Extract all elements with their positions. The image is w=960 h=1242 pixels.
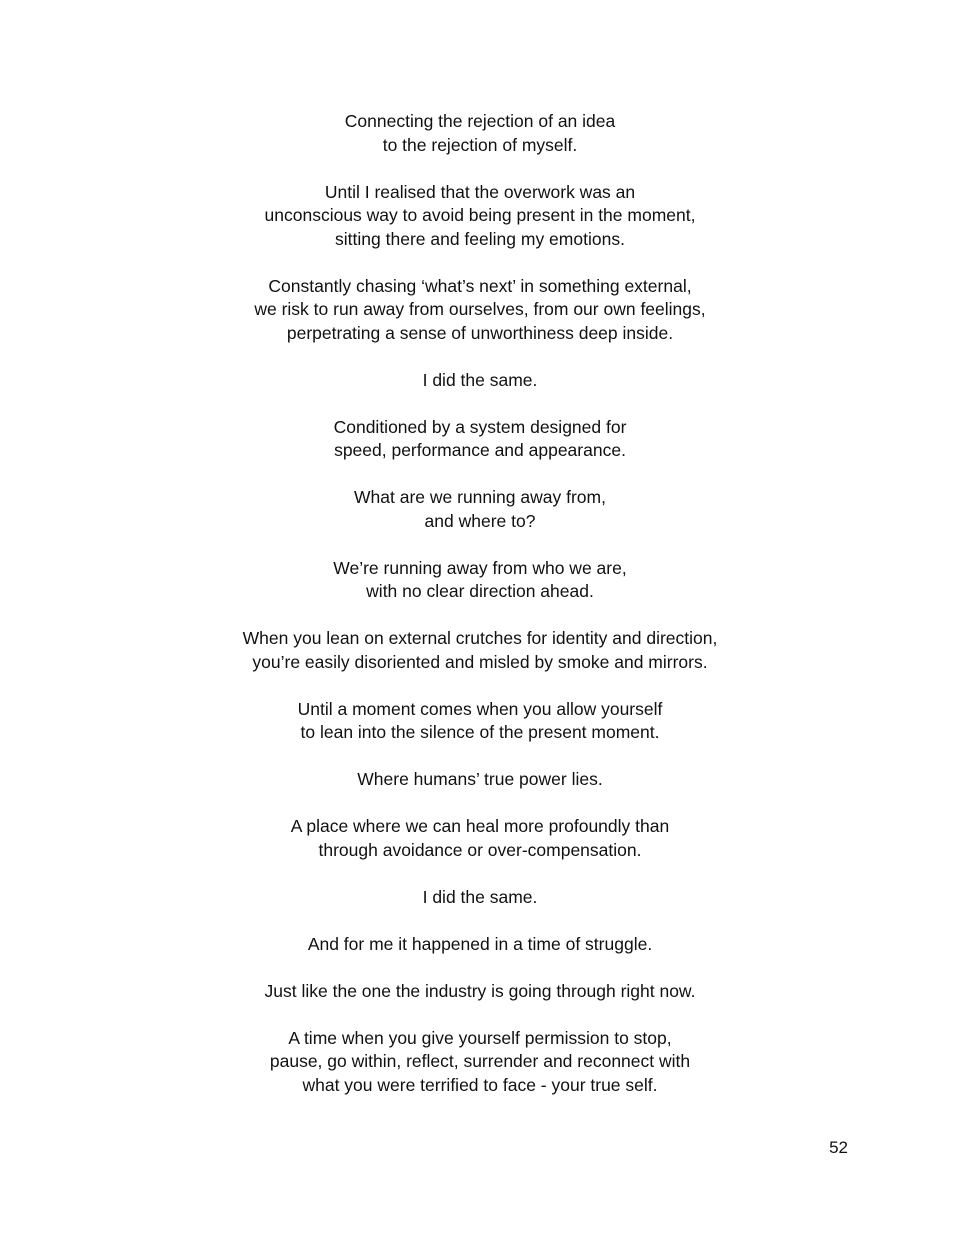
poem-line: you’re easily disoriented and misled by smoke and mirrors.: [252, 651, 708, 672]
poem-line: A time when you give yourself permission to stop,: [288, 1027, 672, 1048]
poem-line: and where to?: [424, 510, 536, 531]
stanza: [0, 933, 960, 957]
poem-line: unconscious way to avoid being present in the moment,: [264, 205, 696, 225]
poem-line: Until a moment comes when you allow yourself: [297, 698, 663, 719]
stanza: [0, 886, 960, 910]
poem-line: Just like the one the industry is going through right now.: [264, 980, 696, 1001]
poem-line: We’re running away from who we are,: [333, 557, 627, 578]
poem-line: speed, performance and appearance.: [334, 440, 626, 460]
poem-body: [0, 110, 960, 1121]
stanza: [0, 275, 960, 346]
stanza: [0, 110, 960, 157]
stanza: [0, 980, 960, 1004]
stanza: [0, 627, 960, 674]
poem-line: Where humans’ true power lies.: [357, 769, 603, 789]
poem-line: Connecting the rejection of an idea: [344, 111, 616, 131]
poem-line: What are we running away from,: [354, 487, 606, 507]
stanza: [0, 1027, 960, 1098]
stanza: [0, 698, 960, 745]
poem-line: with no clear direction ahead.: [366, 581, 594, 601]
stanza: [0, 815, 960, 862]
poem-line: I did the same.: [422, 886, 538, 907]
poem-line: to lean into the silence of the present moment.: [300, 722, 660, 742]
poem-line: what you were terrified to face - your true self.: [302, 1074, 658, 1095]
poem-line: When you lean on external crutches for identity and direction,: [242, 628, 718, 648]
page-number: 52: [829, 1138, 848, 1157]
poem-line: I did the same.: [422, 369, 538, 390]
poem-line: through avoidance or over-compensation.: [318, 839, 642, 860]
poem-line: And for me it happened in a time of struggle.: [307, 933, 653, 954]
stanza: [0, 486, 960, 533]
poem-line: Conditioned by a system designed for: [333, 416, 627, 437]
stanza: [0, 416, 960, 463]
poem-line: to the rejection of myself.: [382, 134, 578, 155]
poem-line: Until I realised that the overwork was an: [324, 181, 636, 202]
poem-line: sitting there and feeling my emotions.: [335, 228, 625, 249]
stanza: [0, 181, 960, 252]
poem-line: A place where we can heal more profoundly than: [290, 816, 670, 836]
poem-line: we risk to run away from ourselves, from our own feelings,: [254, 299, 706, 319]
stanza: [0, 369, 960, 393]
poem-line: pause, go within, reflect, surrender and reconnect with: [269, 1051, 691, 1071]
poem-line: Constantly chasing ‘what’s next’ in something external,: [268, 275, 692, 296]
stanza: [0, 557, 960, 604]
stanza: [0, 768, 960, 792]
poem-line: perpetrating a sense of unworthiness deep inside.: [286, 322, 674, 343]
